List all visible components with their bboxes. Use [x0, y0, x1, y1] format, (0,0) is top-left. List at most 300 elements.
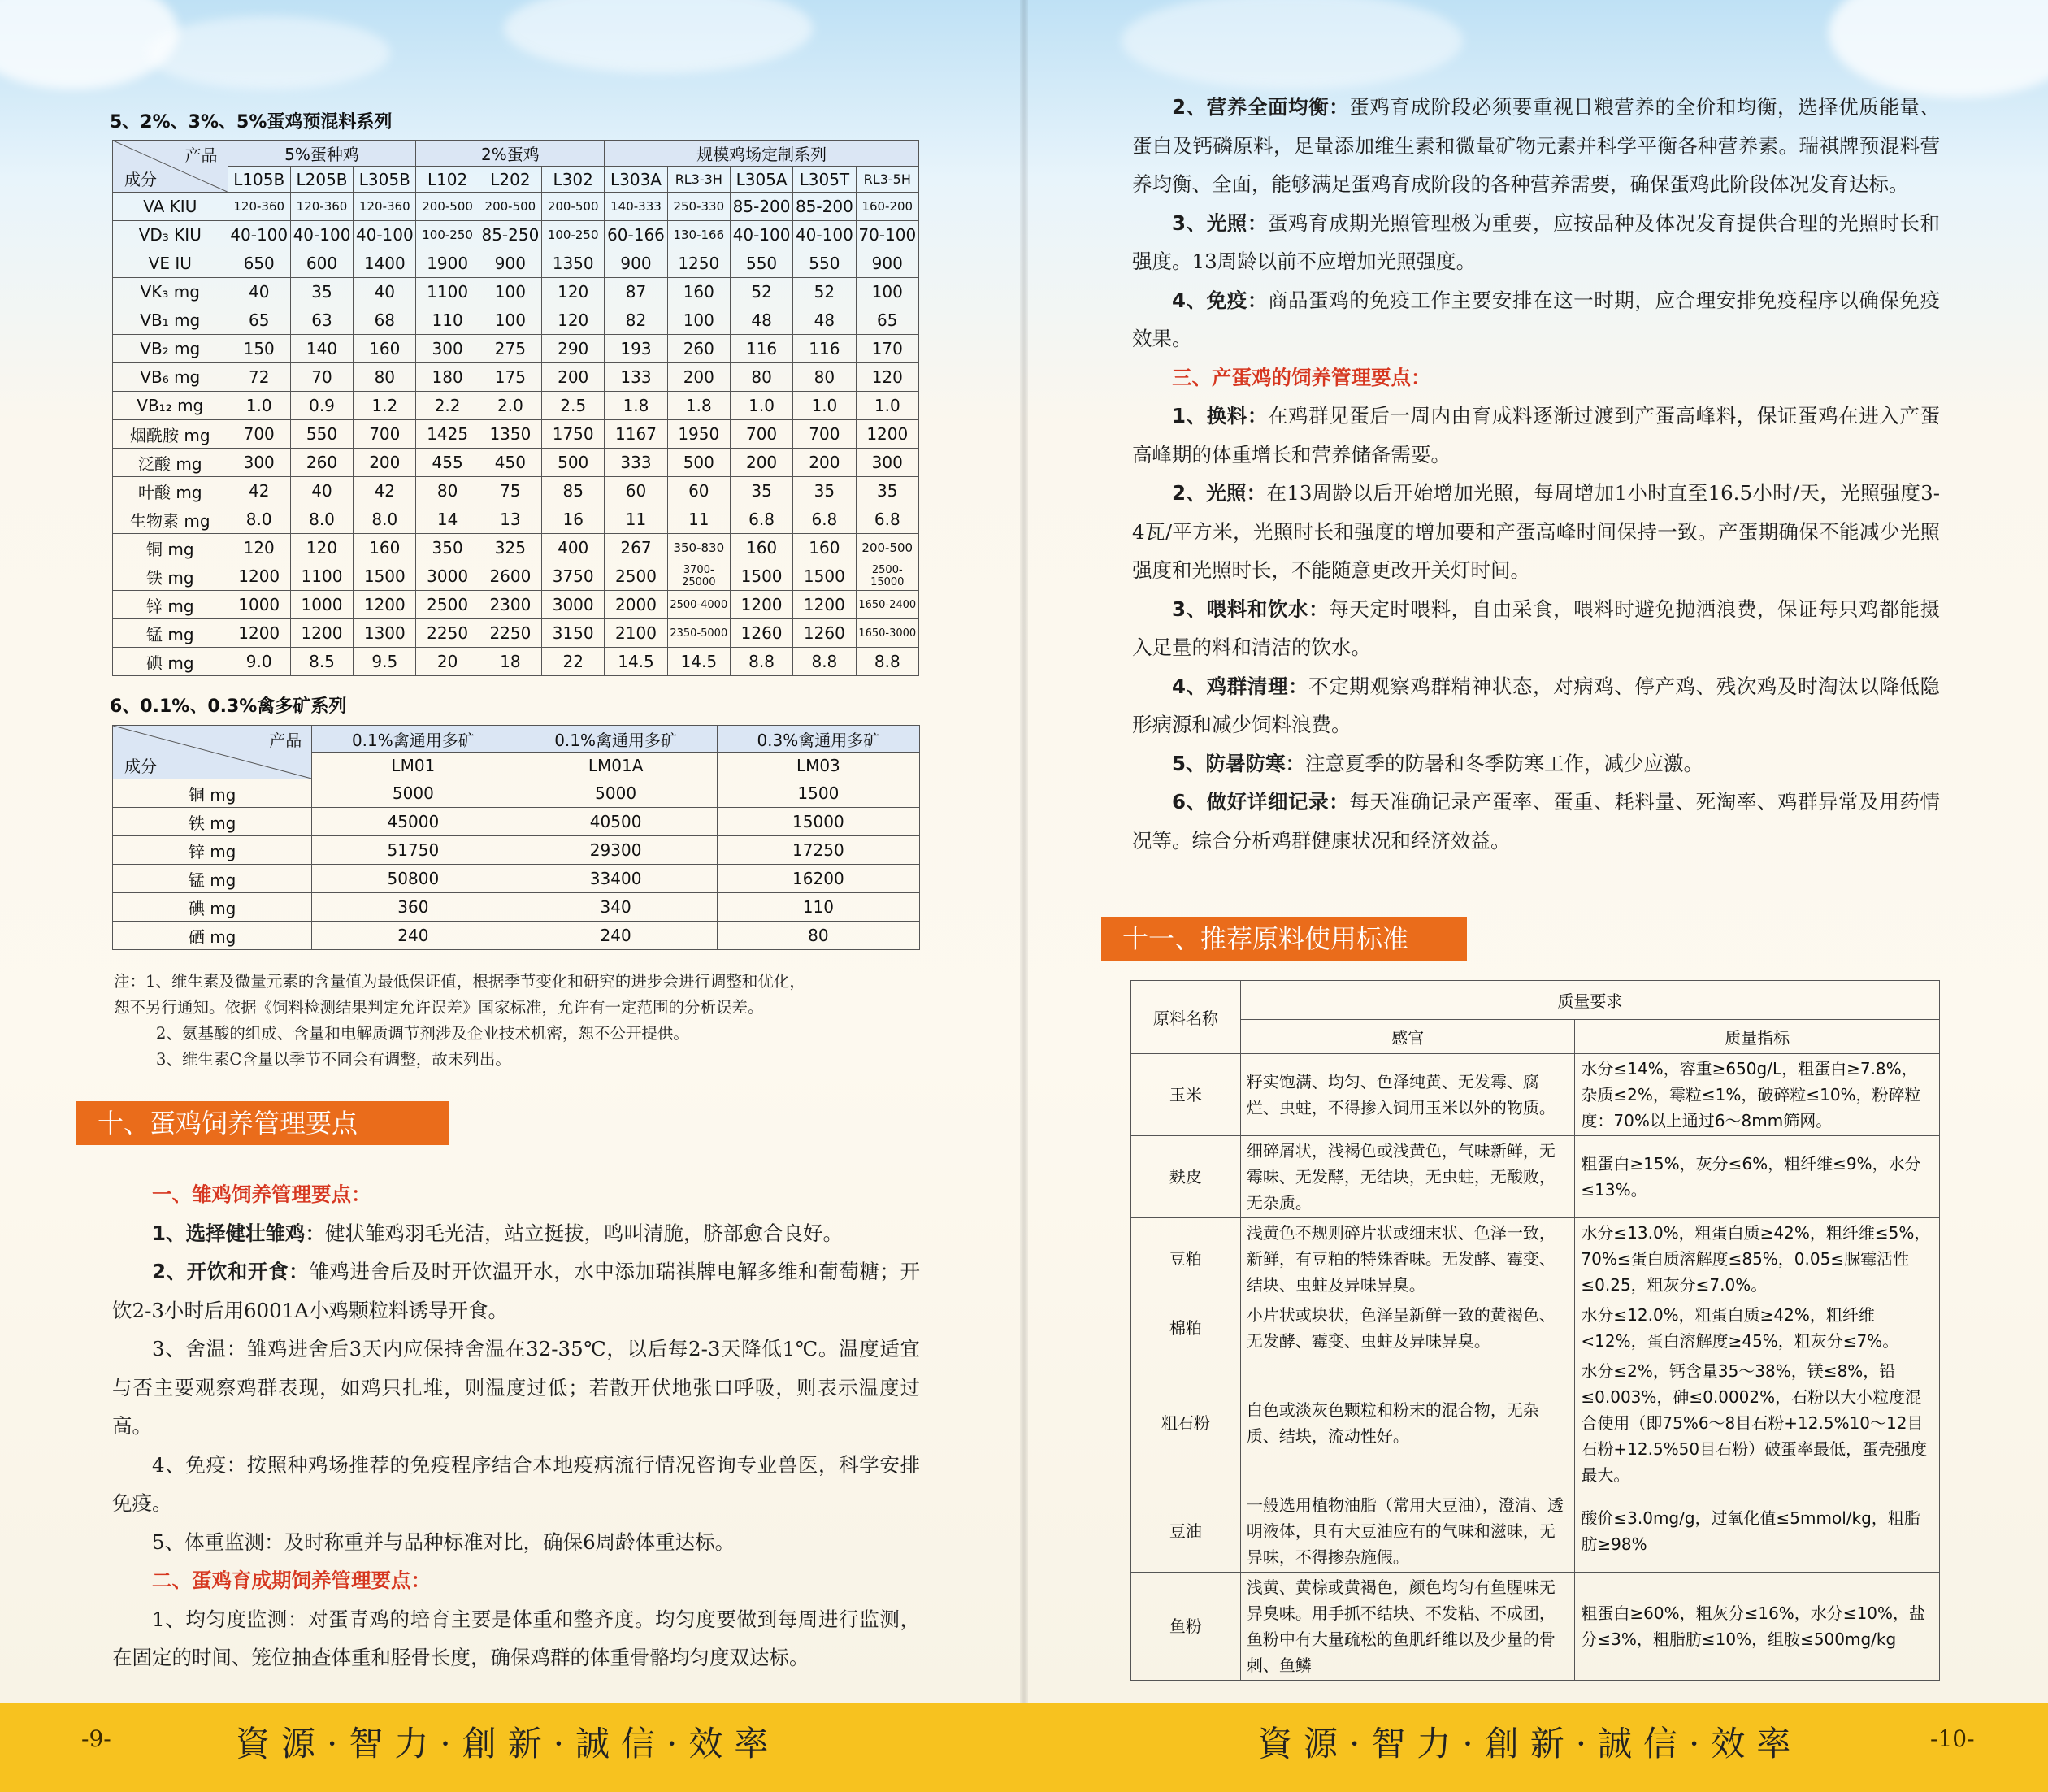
table-cell: 900	[856, 249, 918, 278]
paragraph-lead: 1、换料：	[1172, 404, 1268, 427]
table-row	[1131, 1218, 1940, 1300]
row-label: VB₁ mg	[113, 306, 228, 335]
paragraph-text: 蛋鸡育成期光照管理极为重要，应按品种及体况发育提供合理的光照时长和强度。13周龄以前不应增加光照强度。	[1132, 210, 1941, 273]
group-header: 5%蛋种鸡	[228, 141, 416, 167]
row-label: 生物素 mg	[113, 505, 228, 534]
paragraph-lead: 2、光照：	[1172, 481, 1267, 505]
table-cell: 2100	[605, 619, 667, 648]
table-cell: 80	[793, 363, 856, 392]
table-cell: 1650-3000	[856, 619, 918, 648]
paragraph	[1132, 590, 1940, 667]
table-row	[113, 534, 919, 562]
sensory-cell: 细碎屑状，浅褐色或浅黄色，气味新鲜，无霉味、无发酵，无结块，无虫蛀，无酸败，无杂质。	[1240, 1136, 1575, 1218]
paragraph-text: 雏鸡进舍后及时开饮温开水，水中添加瑞祺牌电解多维和葡萄糖；开饮2-3小时后用6001A小鸡颗粒料诱导开食。	[112, 1260, 920, 1322]
table-cell: 2000	[605, 591, 667, 619]
table-cell: 1400	[354, 249, 416, 278]
table-cell: 700	[730, 420, 792, 449]
paragraph-lead: 2、营养全面均衡：	[1172, 95, 1350, 119]
note-line: 3、维生素C含量以季节不同会有调整，故未列出。	[156, 1050, 511, 1069]
table-cell: 8.8	[856, 648, 918, 676]
table-cell: 350	[416, 534, 479, 562]
table-row	[113, 306, 919, 335]
table-cell: 0.9	[290, 392, 353, 420]
table-cell: 35	[730, 477, 792, 505]
table-cell: 1.0	[793, 392, 856, 420]
table-cell: 340	[514, 893, 717, 922]
group-header: 规模鸡场定制系列	[605, 141, 919, 167]
table-cell: 8.0	[354, 505, 416, 534]
table-cell: 650	[228, 249, 290, 278]
note-line: 2、氨基酸的组成、含量和电解质调节剂涉及企业技术机密，恕不公开提供。	[156, 1024, 689, 1043]
index-cell: 粗蛋白≥60%，粗灰分≤16%，水分≤10%，盐分≤3%，粗脂肪≤10%，组胺≤500mg/kg	[1575, 1573, 1940, 1681]
table-cell: 116	[730, 335, 792, 363]
table-cell: 500	[667, 449, 730, 477]
paragraph-lead: 1、选择健壮雏鸡：	[152, 1221, 326, 1245]
table-cell: 1250	[667, 249, 730, 278]
table-cell: 193	[605, 335, 667, 363]
table-row	[113, 562, 919, 591]
sensory-cell: 白色或淡灰色颗粒和粉末的混合物，无杂质、结块，流动性好。	[1240, 1356, 1575, 1490]
table-cell: 1200	[856, 420, 918, 449]
table-cell: 85-200	[730, 193, 792, 221]
table-cell: 2250	[416, 619, 479, 648]
table-cell: 1.0	[856, 392, 918, 420]
table-row	[113, 808, 920, 836]
table-cell: 33400	[514, 865, 717, 893]
table-cell: 180	[416, 363, 479, 392]
row-label: VB₁₂ mg	[113, 392, 228, 420]
paragraph-text: 5、体重监测：及时称重并与品种标准对比，确保6周龄体重达标。	[152, 1529, 735, 1554]
table-cell: 63	[290, 306, 353, 335]
table-cell: 130-166	[667, 221, 730, 249]
paragraph-text: 商品蛋鸡的免疫工作主要安排在这一时期，应合理安排免疫程序以确保免疫效果。	[1132, 288, 1941, 350]
model-header: L202	[479, 167, 541, 193]
table-cell: 40	[354, 278, 416, 306]
model-header: L205B	[290, 167, 353, 193]
table-row	[113, 591, 919, 619]
table-cell: 40	[290, 477, 353, 505]
table-row	[113, 922, 920, 950]
index-cell: 水分≤2%，钙含量35～38%，镁≤8%，铅≤0.003%，砷≤0.0002%，石粉以大小粒度混合使用（即75%6～8目石粉+12.5%10～12目石粉+12.5%50目石粉）破蛋率最低，蛋壳强度最大。	[1575, 1356, 1940, 1490]
table-cell: 3150	[542, 619, 605, 648]
table-cell: 85-200	[793, 193, 856, 221]
table-cell: 110	[717, 893, 919, 922]
table-cell: 1425	[416, 420, 479, 449]
paragraph-text: 不定期观察鸡群精神状态，对病鸡、停产鸡、残次鸡及时淘汰以降低隐形病源和减少饲料浪费。	[1132, 674, 1941, 736]
subheading: 二、蛋鸡育成期饲养管理要点：	[152, 1569, 431, 1592]
table-cell: 50800	[312, 865, 514, 893]
table-cell: 9.0	[228, 648, 290, 676]
table-cell: 2.2	[416, 392, 479, 420]
table-cell: 40-100	[793, 221, 856, 249]
index-cell: 水分≤14%，容重≥650g/L，粗蛋白≥7.8%，杂质≤2%，霉粒≤1%，破碎粒≤10%，粉碎粒度：70%以上通过6～8mm筛网。	[1575, 1054, 1940, 1136]
table-row	[113, 893, 920, 922]
table-cell: 160	[730, 534, 792, 562]
model-header: L305B	[354, 167, 416, 193]
table-cell: 70-100	[856, 221, 918, 249]
table-cell: 120-360	[354, 193, 416, 221]
table-cell: 3750	[542, 562, 605, 591]
table-cell: 1500	[730, 562, 792, 591]
paragraph	[112, 1252, 920, 1330]
table-cell: 2.5	[542, 392, 605, 420]
table-cell: 35	[793, 477, 856, 505]
model-header: L102	[416, 167, 479, 193]
row-label: 铜 mg	[113, 779, 312, 808]
table-cell: 20	[416, 648, 479, 676]
table-cell: 35	[856, 477, 918, 505]
corner-component-label: 成分	[124, 757, 157, 776]
paragraph-lead: 3、光照：	[1172, 210, 1268, 235]
paragraph-lead: 4、免疫：	[1172, 288, 1268, 312]
table-cell: 6.8	[793, 505, 856, 534]
material-name: 麸皮	[1131, 1136, 1241, 1218]
group-header: 0.3%禽通用多矿	[717, 726, 919, 753]
table-row	[113, 477, 919, 505]
table-cell: 15000	[717, 808, 919, 836]
table-cell: 40-100	[228, 221, 290, 249]
table-cell: 8.0	[290, 505, 353, 534]
model-header: RL3-3H	[667, 167, 730, 193]
table-cell: 80	[416, 477, 479, 505]
paragraph	[1132, 667, 1940, 744]
table-cell: 100	[479, 306, 541, 335]
table-cell: 1750	[542, 420, 605, 449]
sensory-cell: 小片状或块状，色泽呈新鲜一致的黄褐色、无发酵、霉变、虫蛀及异味异臭。	[1240, 1300, 1575, 1356]
table-cell: 116	[793, 335, 856, 363]
index-cell: 粗蛋白≥15%，灰分≤6%，粗纤维≤9%，水分≤13%。	[1575, 1136, 1940, 1218]
raw-material-table	[1130, 980, 1940, 1681]
paragraph-lead: 5、防暑防寒：	[1172, 751, 1306, 775]
index-cell: 酸价≤3.0mg/g，过氧化值≤5mmol/kg，粗脂肪≥98%	[1575, 1490, 1940, 1573]
table-cell: 80	[354, 363, 416, 392]
table-cell: 48	[793, 306, 856, 335]
table-cell: 450	[479, 449, 541, 477]
table-cell: 267	[605, 534, 667, 562]
table-cell: 200	[667, 363, 730, 392]
row-label: 锰 mg	[113, 619, 228, 648]
table-cell: 325	[479, 534, 541, 562]
paragraph-text: 健状雏鸡羽毛光洁，站立挺拔，鸣叫清脆，脐部愈合良好。	[325, 1221, 844, 1245]
paragraph-lead: 3、喂料和饮水：	[1172, 597, 1330, 621]
table-cell: 140	[290, 335, 353, 363]
table-cell: 75	[479, 477, 541, 505]
table-cell: 17250	[717, 836, 919, 865]
table-cell: 1350	[542, 249, 605, 278]
table-cell: 700	[793, 420, 856, 449]
mineral-corner-cell	[113, 726, 312, 779]
table-cell: 455	[416, 449, 479, 477]
material-name: 豆粕	[1131, 1218, 1241, 1300]
paragraph-text: 1、均匀度监测：对蛋青鸡的培育主要是体重和整齐度。均匀度要做到每周进行监测，在固定的时间、笼位抽查体重和胫骨长度，确保鸡群的体重骨骼均匀度双达标。	[112, 1607, 920, 1669]
table-cell: 70	[290, 363, 353, 392]
group-header: 0.1%禽通用多矿	[312, 726, 514, 753]
table-cell: 18	[479, 648, 541, 676]
table-row	[113, 335, 919, 363]
table-row	[113, 648, 919, 676]
table-cell: 550	[793, 249, 856, 278]
table-cell: 200	[354, 449, 416, 477]
row-label: 铁 mg	[113, 808, 312, 836]
table-cell: 40-100	[290, 221, 353, 249]
table-cell: 1500	[717, 779, 919, 808]
table-cell: 14.5	[605, 648, 667, 676]
table-cell: 120-360	[228, 193, 290, 221]
model-header: L305T	[793, 167, 856, 193]
subheading: 一、雏鸡饲养管理要点：	[152, 1182, 371, 1206]
table-cell: 200	[793, 449, 856, 477]
table-cell: 333	[605, 449, 667, 477]
table-cell: 150	[228, 335, 290, 363]
table-row	[113, 619, 919, 648]
paragraph-text: 4、免疫：按照种鸡场推荐的免疫程序结合本地疫病流行情况咨询专业兽医，科学安排免疫。	[112, 1452, 920, 1515]
sensory-cell: 浅黄色不规则碎片状或细末状、色泽一致，新鲜，有豆粕的特殊香味。无发酵、霉变、结块、虫蛀及异味异臭。	[1240, 1218, 1575, 1300]
model-header: LM01A	[514, 753, 717, 779]
premix-table	[112, 140, 919, 676]
table-row	[1131, 1490, 1940, 1573]
col-index: 质量指标	[1575, 1020, 1940, 1054]
table-cell: 100	[856, 278, 918, 306]
table-cell: 200-500	[542, 193, 605, 221]
table-cell: 2600	[479, 562, 541, 591]
sensory-cell: 浅黄、黄棕或黄褐色，颜色均匀有鱼腥味无异臭味。用手抓不结块、不发粘、不成团，鱼粉中有大量疏松的鱼肌纤维以及少量的骨刺、鱼鳞	[1240, 1573, 1575, 1681]
row-label: VB₆ mg	[113, 363, 228, 392]
row-label: 叶酸 mg	[113, 477, 228, 505]
table-cell: 14	[416, 505, 479, 534]
section-10-body	[112, 1175, 920, 1677]
section-6-title: 6、0.1%、0.3%禽多矿系列	[110, 696, 347, 717]
sensory-cell: 籽实饱满、均匀、色泽纯黄、无发霉、腐烂、虫蛀，不得掺入饲用玉米以外的物质。	[1240, 1054, 1575, 1136]
table-row	[113, 249, 919, 278]
corner-product-label: 产品	[184, 145, 218, 165]
table-cell: 8.5	[290, 648, 353, 676]
table-cell: 60	[605, 477, 667, 505]
subheading: 三、产蛋鸡的饲养管理要点：	[1172, 365, 1431, 389]
group-header: 0.1%禽通用多矿	[514, 726, 717, 753]
table-cell: 29300	[514, 836, 717, 865]
paragraph	[112, 1446, 920, 1523]
table-cell: 65	[856, 306, 918, 335]
table-cell: 1.0	[228, 392, 290, 420]
table-row	[113, 505, 919, 534]
table-cell: 40	[228, 278, 290, 306]
table-cell: 2500-15000	[856, 562, 918, 591]
table-cell: 1300	[354, 619, 416, 648]
table-cell: 290	[542, 335, 605, 363]
paragraph	[112, 1330, 920, 1446]
table-cell: 300	[856, 449, 918, 477]
row-label: VD₃ KIU	[113, 221, 228, 249]
paragraph-lead: 2、开饮和开食：	[152, 1260, 310, 1283]
table-cell: 1100	[290, 562, 353, 591]
table-cell: 100-250	[542, 221, 605, 249]
table-cell: 160	[667, 278, 730, 306]
paragraph-text: 在鸡群见蛋后一周内由育成料逐渐过渡到产蛋高峰料，保证蛋鸡在进入产蛋高峰期的体重增长和营养储备需要。	[1132, 404, 1941, 466]
table-cell: 1.0	[730, 392, 792, 420]
motto-left: 資源·智力·創新·誠信·效率	[236, 1724, 780, 1764]
table-cell: 42	[228, 477, 290, 505]
table-cell: 48	[730, 306, 792, 335]
model-header: L302	[542, 167, 605, 193]
table-cell: 11	[667, 505, 730, 534]
paragraph-text: 注意夏季的防暑和冬季防寒工作，减少应激。	[1305, 751, 1704, 775]
table-cell: 100	[667, 306, 730, 335]
table-cell: 300	[416, 335, 479, 363]
table-cell: 1200	[793, 591, 856, 619]
table-row	[1131, 1356, 1940, 1490]
table-cell: 200-500	[856, 534, 918, 562]
table-cell: 16	[542, 505, 605, 534]
row-label: VK₃ mg	[113, 278, 228, 306]
table-cell: 1200	[228, 619, 290, 648]
table-cell: 6.8	[730, 505, 792, 534]
table-row	[1131, 1573, 1940, 1681]
table-row	[1131, 1300, 1940, 1356]
table-cell: 1000	[290, 591, 353, 619]
paragraph-lead: 6、做好详细记录：	[1172, 790, 1350, 814]
table-cell: 160-200	[856, 193, 918, 221]
table-cell: 100-250	[416, 221, 479, 249]
table-row	[113, 420, 919, 449]
paragraph	[112, 1600, 920, 1677]
table-cell: 11	[605, 505, 667, 534]
index-cell: 水分≤12.0%，粗蛋白质≥42%，粗纤维<12%，蛋白溶解度≥45%，粗灰分≤7%。	[1575, 1300, 1940, 1356]
table-cell: 85	[542, 477, 605, 505]
table-cell: 1200	[730, 591, 792, 619]
paragraph	[1132, 474, 1940, 590]
table-cell: 1500	[354, 562, 416, 591]
table-cell: 14.5	[667, 648, 730, 676]
model-header: LM03	[717, 753, 919, 779]
row-label: 碘 mg	[113, 893, 312, 922]
col-quality: 质量要求	[1240, 981, 1939, 1020]
table-cell: 16200	[717, 865, 919, 893]
table-cell: 2500	[605, 562, 667, 591]
table-cell: 1167	[605, 420, 667, 449]
table-cell: 40500	[514, 808, 717, 836]
row-label: VB₂ mg	[113, 335, 228, 363]
table-cell: 2350-5000	[667, 619, 730, 648]
table-cell: 275	[479, 335, 541, 363]
table-row	[1131, 1054, 1940, 1136]
table-cell: 82	[605, 306, 667, 335]
table-cell: 80	[730, 363, 792, 392]
material-name: 棉粕	[1131, 1300, 1241, 1356]
paragraph	[1132, 204, 1940, 281]
table-cell: 170	[856, 335, 918, 363]
paragraph-text: 3、舍温：雏鸡进舍后3天内应保持舍温在32-35℃，以后每2-3天降低1℃。温度适宜与否主要观察鸡群表现，如鸡只扎堆，则温度过低；若散开伏地张口呼吸，则表示温度过高。	[112, 1337, 920, 1438]
table-cell: 52	[793, 278, 856, 306]
table-cell: 1100	[416, 278, 479, 306]
table-cell: 100	[479, 278, 541, 306]
table-cell: 1260	[730, 619, 792, 648]
table-cell: 1900	[416, 249, 479, 278]
mineral-table	[112, 725, 920, 950]
table-cell: 200-500	[416, 193, 479, 221]
table-cell: 1200	[228, 562, 290, 591]
table-cell: 85-250	[479, 221, 541, 249]
paragraph-text: 在13周龄以后开始增加光照，每周增加1小时直至16.5小时/天，光照强度3-4瓦/平方米，光照时长和强度的增加要和产蛋高峰时间保持一致。产蛋期确保不能减少光照强度和光照时长，不能随意更改开关灯时间。	[1132, 481, 1940, 582]
table-cell: 9.5	[354, 648, 416, 676]
table-cell: 6.8	[856, 505, 918, 534]
table-cell: 35	[290, 278, 353, 306]
table-cell: 350-830	[667, 534, 730, 562]
table-row	[1131, 1136, 1940, 1218]
table-cell: 700	[354, 420, 416, 449]
table-cell: 900	[605, 249, 667, 278]
row-label: 锌 mg	[113, 591, 228, 619]
table-row	[113, 363, 919, 392]
table-cell: 8.8	[730, 648, 792, 676]
paragraph	[1132, 783, 1940, 860]
paragraph-text: 蛋鸡育成阶段必须要重视日粮营养的全价和均衡，选择优质能量、蛋白及钙磷原料，足量添加维生素和微量矿物元素并科学平衡各种营养素。瑞祺牌预混料营养均衡、全面，能够满足蛋鸡育成阶段的各种营养需要，确保蛋鸡此阶段体况发育达标。	[1132, 95, 1940, 196]
table-cell: 52	[730, 278, 792, 306]
table-row	[113, 221, 919, 249]
table-cell: 5000	[514, 779, 717, 808]
corner-component-label: 成分	[124, 170, 157, 189]
table-cell: 200-500	[479, 193, 541, 221]
table-cell: 40-100	[354, 221, 416, 249]
table-notes	[114, 969, 926, 1073]
table-cell: 2300	[479, 591, 541, 619]
note-line: 恕不另行通知。依据《饲料检测结果判定允许误差》国家标准，允许有一定范围的分析误差。	[114, 998, 764, 1017]
page-number-right: -10-	[1930, 1725, 1975, 1752]
table-cell: 5000	[312, 779, 514, 808]
table-cell: 550	[290, 420, 353, 449]
table-cell: 133	[605, 363, 667, 392]
section-5-title: 5、2%、3%、5%蛋鸡预混料系列	[110, 112, 393, 132]
table-cell: 1500	[793, 562, 856, 591]
table-cell: 120	[228, 534, 290, 562]
table-cell: 260	[667, 335, 730, 363]
col-sensory: 感官	[1240, 1020, 1575, 1054]
corner-product-label: 产品	[269, 731, 302, 750]
table-cell: 51750	[312, 836, 514, 865]
section-11-banner: 十一、推荐原料使用标准	[1101, 917, 1467, 961]
row-label: 烟酰胺 mg	[113, 420, 228, 449]
table-cell: 1200	[290, 619, 353, 648]
note-line: 注：1、维生素及微量元素的含量值为最低保证值，根据季节变化和研究的进步会进行调整和优化，	[114, 972, 805, 991]
table-cell: 360	[312, 893, 514, 922]
table-cell: 80	[717, 922, 919, 950]
motto-right: 資源·智力·創新·誠信·效率	[1258, 1724, 1803, 1764]
table-cell: 240	[514, 922, 717, 950]
table-cell: 1260	[793, 619, 856, 648]
table-cell: 160	[354, 534, 416, 562]
table-cell: 110	[416, 306, 479, 335]
table-cell: 260	[290, 449, 353, 477]
row-label: 铜 mg	[113, 534, 228, 562]
row-label: 泛酸 mg	[113, 449, 228, 477]
table-cell: 3000	[416, 562, 479, 591]
material-name: 粗石粉	[1131, 1356, 1241, 1490]
table-cell: 68	[354, 306, 416, 335]
table-cell: 120	[290, 534, 353, 562]
col-material-name: 原料名称	[1131, 981, 1241, 1054]
table-cell: 1200	[354, 591, 416, 619]
index-cell: 水分≤13.0%，粗蛋白质≥42%，粗纤维≤5%，70%≤蛋白质溶解度≤85%，0.05≤脲霉活性≤0.25，粗灰分≤7.0%。	[1575, 1218, 1940, 1300]
page-number-left: -9-	[81, 1725, 111, 1752]
table-cell: 72	[228, 363, 290, 392]
table-cell: 240	[312, 922, 514, 950]
table-cell: 160	[793, 534, 856, 562]
model-header: L105B	[228, 167, 290, 193]
table-cell: 42	[354, 477, 416, 505]
table-cell: 200	[542, 363, 605, 392]
table-cell: 3700-25000	[667, 562, 730, 591]
paragraph	[1132, 281, 1940, 358]
table-cell: 2500-4000	[667, 591, 730, 619]
